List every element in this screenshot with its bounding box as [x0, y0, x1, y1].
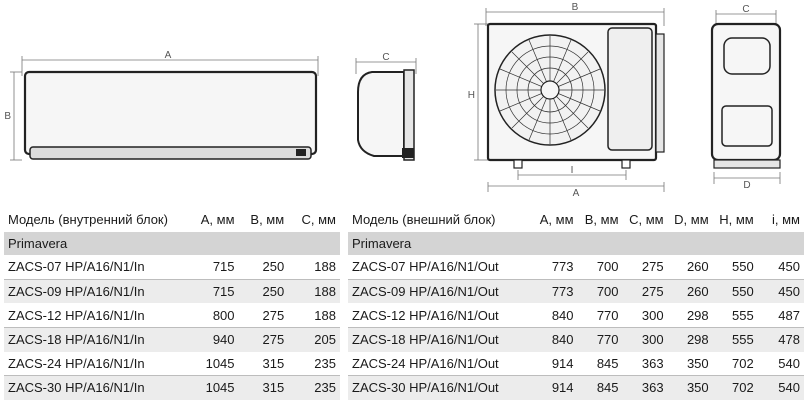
table-row: [348, 255, 804, 279]
outdoor-header-b: B, мм: [584, 212, 619, 228]
value-cell: 450: [756, 255, 804, 279]
indoor-group-label: Primavera: [4, 232, 340, 256]
value-cell: 770: [576, 327, 621, 351]
model-cell: ZACS-24 HP/A16/N1/In: [4, 352, 185, 376]
outdoor-group-row: [348, 232, 804, 256]
value-cell: 450: [756, 279, 804, 303]
outdoor-header-h: H, мм: [719, 212, 754, 228]
model-cell: ZACS-24 HP/A16/N1/Out: [348, 352, 531, 376]
value-cell: 188: [288, 303, 340, 327]
outdoor-header-c: C, мм: [629, 212, 664, 228]
outdoor-header-d: D, мм: [674, 212, 709, 228]
value-cell: 350: [666, 352, 711, 376]
value-cell: 1045: [185, 352, 236, 376]
value-cell: 540: [756, 352, 804, 376]
value-cell: 315: [237, 376, 289, 400]
value-cell: 700: [576, 279, 621, 303]
value-cell: 315: [237, 352, 289, 376]
indoor-unit-front-drawing: [4, 50, 318, 160]
model-cell: ZACS-09 HP/A16/N1/Out: [348, 279, 531, 303]
value-cell: 235: [288, 352, 340, 376]
value-cell: 702: [711, 352, 756, 376]
value-cell: 350: [666, 376, 711, 400]
outdoor-header-a: A, мм: [539, 212, 574, 228]
table-row: [4, 303, 340, 327]
outdoor-front-label-b: B: [571, 2, 579, 13]
value-cell: 773: [531, 255, 576, 279]
outdoor-header-model: Модель (внешний блок): [352, 212, 496, 228]
outdoor-unit-side-drawing: [712, 4, 780, 191]
model-cell: ZACS-30 HP/A16/N1/In: [4, 376, 185, 400]
value-cell: 478: [756, 327, 804, 351]
outdoor-table-header-row: [348, 208, 804, 232]
table-row: [4, 255, 340, 279]
outdoor-dimensions-table: [348, 208, 804, 400]
value-cell: 298: [666, 303, 711, 327]
value-cell: 1045: [185, 376, 236, 400]
value-cell: 300: [621, 303, 666, 327]
value-cell: 550: [711, 279, 756, 303]
indoor-group-row: [4, 232, 340, 256]
outdoor-side-label-d: D: [743, 180, 751, 191]
value-cell: 487: [756, 303, 804, 327]
value-cell: 840: [531, 303, 576, 327]
outdoor-front-label-i: I: [570, 165, 574, 176]
value-cell: 260: [666, 279, 711, 303]
value-cell: 715: [185, 279, 236, 303]
value-cell: 940: [185, 327, 236, 351]
outdoor-unit-front-drawing: [468, 2, 664, 199]
outdoor-header-i: i, мм: [772, 212, 800, 228]
table-row: [4, 376, 340, 400]
table-row: [348, 303, 804, 327]
indoor-header-model: Модель (внутренний блок): [8, 212, 168, 228]
table-row: [348, 352, 804, 376]
value-cell: 260: [666, 255, 711, 279]
table-row: [348, 376, 804, 400]
model-cell: ZACS-30 HP/A16/N1/Out: [348, 376, 531, 400]
outdoor-group-label: Primavera: [348, 232, 804, 256]
table-row: [4, 352, 340, 376]
value-cell: 275: [237, 303, 289, 327]
table-row: [348, 327, 804, 351]
value-cell: 235: [288, 376, 340, 400]
value-cell: 845: [576, 376, 621, 400]
model-cell: ZACS-09 HP/A16/N1/In: [4, 279, 185, 303]
indoor-header-c: C, мм: [301, 212, 336, 228]
value-cell: 188: [288, 255, 340, 279]
value-cell: 250: [237, 279, 289, 303]
value-cell: 914: [531, 376, 576, 400]
model-cell: ZACS-12 HP/A16/N1/In: [4, 303, 185, 327]
value-cell: 298: [666, 327, 711, 351]
value-cell: 550: [711, 255, 756, 279]
model-cell: ZACS-07 HP/A16/N1/Out: [348, 255, 531, 279]
indoor-front-label-a: A: [164, 50, 172, 61]
value-cell: 275: [237, 327, 289, 351]
indoor-unit-side-drawing: [356, 52, 416, 160]
value-cell: 715: [185, 255, 236, 279]
model-cell: ZACS-07 HP/A16/N1/In: [4, 255, 185, 279]
value-cell: 188: [288, 279, 340, 303]
value-cell: 275: [621, 279, 666, 303]
value-cell: 700: [576, 255, 621, 279]
indoor-header-a: A, мм: [200, 212, 235, 228]
value-cell: 840: [531, 327, 576, 351]
value-cell: 250: [237, 255, 289, 279]
indoor-front-label-b: B: [4, 111, 11, 122]
value-cell: 275: [621, 255, 666, 279]
value-cell: 914: [531, 352, 576, 376]
outdoor-front-label-h: H: [467, 90, 475, 101]
value-cell: 845: [576, 352, 621, 376]
value-cell: 300: [621, 327, 666, 351]
value-cell: 555: [711, 303, 756, 327]
value-cell: 773: [531, 279, 576, 303]
value-cell: 770: [576, 303, 621, 327]
indoor-dimensions-table: [4, 208, 340, 400]
model-cell: ZACS-18 HP/A16/N1/Out: [348, 327, 531, 351]
model-cell: ZACS-18 HP/A16/N1/In: [4, 327, 185, 351]
table-row: [4, 279, 340, 303]
indoor-table-header-row: [4, 208, 340, 232]
indoor-side-label-c: C: [382, 52, 390, 63]
value-cell: 205: [288, 327, 340, 351]
value-cell: 702: [711, 376, 756, 400]
value-cell: 363: [621, 352, 666, 376]
value-cell: 800: [185, 303, 236, 327]
value-cell: 540: [756, 376, 804, 400]
indoor-header-b: B, мм: [250, 212, 285, 228]
model-cell: ZACS-12 HP/A16/N1/Out: [348, 303, 531, 327]
table-row: [4, 327, 340, 351]
table-row: [348, 279, 804, 303]
value-cell: 363: [621, 376, 666, 400]
value-cell: 555: [711, 327, 756, 351]
outdoor-front-label-a: A: [572, 188, 580, 199]
outdoor-side-label-c: C: [742, 4, 750, 15]
